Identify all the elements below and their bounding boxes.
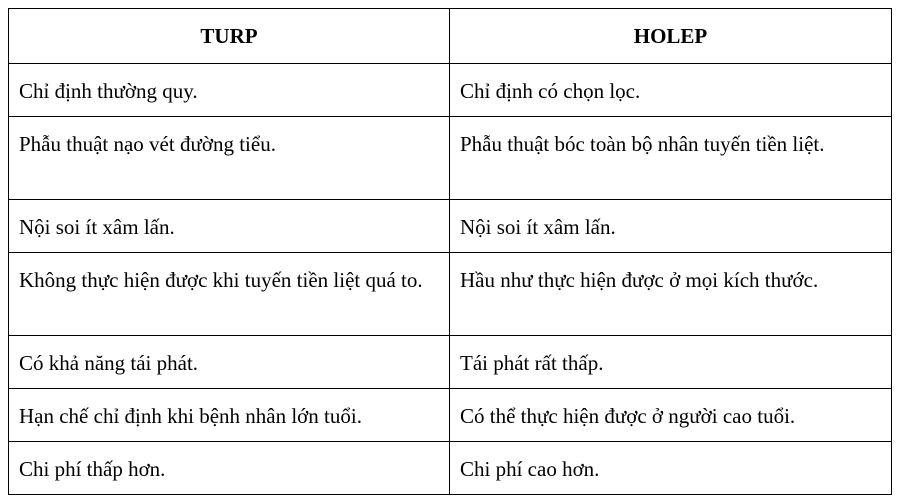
table-row [9,117,892,200]
table-cell-turp: Có khả năng tái phát. [9,336,450,389]
table-row [9,336,892,389]
table-cell-holep: Tái phát rất thấp. [450,336,892,389]
table-row [9,442,892,495]
table-cell-turp: Phẫu thuật nạo vét đường tiểu. [9,117,450,200]
header-holep: HOLEP [450,9,892,64]
table-cell-turp: Chỉ định thường quy. [9,64,450,117]
table-cell-holep: Có thể thực hiện được ở người cao tuổi. [450,389,892,442]
table-header-row [9,9,892,64]
table-cell-holep: Chỉ định có chọn lọc. [450,64,892,117]
table-cell-turp: Nội soi ít xâm lấn. [9,200,450,253]
table-cell-turp: Chi phí thấp hơn. [9,442,450,495]
table-row [9,253,892,336]
table-cell-turp: Hạn chế chỉ định khi bệnh nhân lớn tuổi. [9,389,450,442]
table-cell-turp: Không thực hiện được khi tuyến tiền liệt quá to. [9,253,450,336]
table-cell-holep: Nội soi ít xâm lấn. [450,200,892,253]
table-cell-holep: Phẫu thuật bóc toàn bộ nhân tuyến tiền liệt. [450,117,892,200]
table-row [9,389,892,442]
table-cell-holep: Chi phí cao hơn. [450,442,892,495]
comparison-table [8,8,892,495]
table-row [9,200,892,253]
table-cell-holep: Hầu như thực hiện được ở mọi kích thước. [450,253,892,336]
table-row [9,64,892,117]
header-turp: TURP [9,9,450,64]
